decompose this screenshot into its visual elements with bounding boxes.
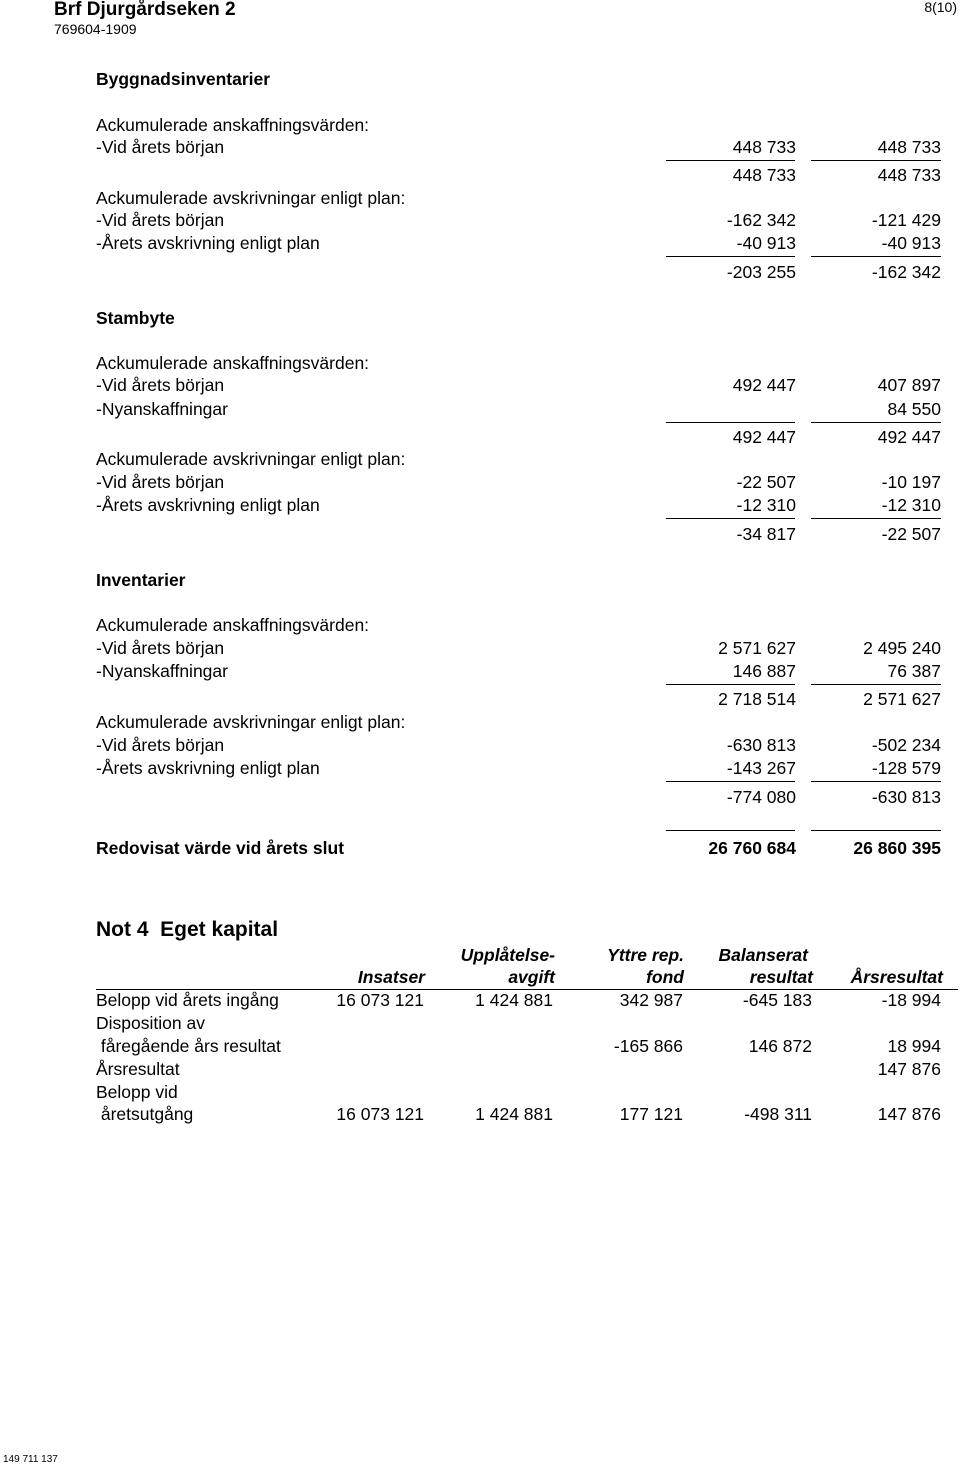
value-current-year: 448 733 <box>732 137 796 157</box>
row-label: -Vid årets början <box>96 638 225 658</box>
table-row-label: Belopp vid årets ingång <box>96 990 279 1010</box>
column-header-line1: Upplåtelse- <box>460 945 555 965</box>
table-row-label: fåregående års resultat <box>96 1036 281 1056</box>
anskaffningsvarden-label: Ackumulerade anskaffningsvärden: <box>96 353 370 373</box>
table-cell: 18 994 <box>887 1036 941 1056</box>
table-row-label: åretsutgång <box>96 1104 194 1124</box>
sum-line <box>666 518 795 519</box>
sum-line <box>811 781 941 782</box>
value-previous-year: -121 429 <box>871 210 941 230</box>
avskrivningar-label: Ackumulerade avskrivningar enligt plan: <box>96 449 406 469</box>
sum-line <box>666 422 795 423</box>
total-line <box>666 830 795 831</box>
note-4-title: Not 4 Eget kapital <box>96 918 279 941</box>
table-cell: 1 424 881 <box>475 990 553 1010</box>
table-cell: -498 311 <box>744 1104 812 1124</box>
sum-line <box>666 160 795 161</box>
column-header-line1: Yttre rep. <box>607 945 684 965</box>
table-cell: 1 424 881 <box>475 1104 553 1124</box>
row-label: -Nyanskaffningar <box>96 661 228 681</box>
value-current-year: -143 267 <box>726 758 796 778</box>
column-header-insatser: Insatser <box>357 967 425 987</box>
column-header-balanserat-resultat: resultat <box>749 967 813 987</box>
subtotal-current-year: 2 718 514 <box>718 689 796 709</box>
subtotal-previous-year: 492 447 <box>877 427 941 447</box>
redovisat-varde-previous: 26 860 395 <box>853 838 941 858</box>
value-current-year: -12 310 <box>736 495 796 515</box>
avskrivningar-label: Ackumulerade avskrivningar enligt plan: <box>96 188 406 208</box>
subtotal-previous-year: 2 571 627 <box>863 689 941 709</box>
column-header-arsresultat: Årsresultat <box>850 967 943 987</box>
avskrivningar-label: Ackumulerade avskrivningar enligt plan: <box>96 712 406 732</box>
section-title-byggnadsinventarier: Byggnadsinventarier <box>96 69 271 89</box>
column-header-upplatelseavgift: avgift <box>508 967 555 987</box>
value-previous-year: 2 495 240 <box>863 638 941 658</box>
sum-line <box>666 256 795 257</box>
row-label: -Årets avskrivning enligt plan <box>96 233 320 253</box>
column-header-yttre-rep-fond: fond <box>646 967 684 987</box>
table-cell: 16 073 121 <box>336 990 424 1010</box>
redovisat-varde-current: 26 760 684 <box>708 838 796 858</box>
org-number: 769604-1909 <box>54 21 137 37</box>
table-row-label: Årsresultat <box>96 1059 180 1079</box>
row-label: -Vid årets början <box>96 137 225 157</box>
subtotal-previous-year: 448 733 <box>877 165 941 185</box>
value-previous-year: 76 387 <box>887 661 941 681</box>
sum-line <box>666 684 795 685</box>
subtotal-current-year: 448 733 <box>732 165 796 185</box>
redovisat-varde-label: Redovisat värde vid årets slut <box>96 838 345 858</box>
anskaffningsvarden-label: Ackumulerade anskaffningsvärden: <box>96 115 370 135</box>
sum-line <box>811 256 941 257</box>
table-cell: -165 866 <box>613 1036 683 1056</box>
subtotal-current-year: -34 817 <box>736 524 796 544</box>
value-current-year: -162 342 <box>726 210 796 230</box>
org-name: Brf Djurgårdseken 2 <box>54 0 236 20</box>
subtotal-current-year: 492 447 <box>732 427 796 447</box>
value-previous-year: -40 913 <box>881 233 941 253</box>
table-cell: 16 073 121 <box>336 1104 424 1124</box>
subtotal-previous-year: -22 507 <box>881 524 941 544</box>
value-current-year: 492 447 <box>732 375 796 395</box>
value-current-year: -22 507 <box>736 472 796 492</box>
value-current-year: -630 813 <box>726 735 796 755</box>
section-title-inventarier: Inventarier <box>96 570 186 590</box>
value-previous-year: 84 550 <box>887 399 941 419</box>
row-label: -Nyanskaffningar <box>96 399 228 419</box>
sum-line <box>811 160 941 161</box>
row-label: -Årets avskrivning enligt plan <box>96 495 320 515</box>
value-previous-year: 448 733 <box>877 137 941 157</box>
value-previous-year: -12 310 <box>881 495 941 515</box>
sum-line <box>666 781 795 782</box>
column-header-line1: Balanserat <box>718 945 808 965</box>
sum-line <box>811 684 941 685</box>
table-cell: -645 183 <box>742 990 812 1010</box>
value-previous-year: -502 234 <box>871 735 941 755</box>
table-cell: 147 876 <box>877 1059 941 1079</box>
table-cell: -18 994 <box>881 990 941 1010</box>
value-current-year: -40 913 <box>736 233 796 253</box>
subtotal-previous-year: -630 813 <box>871 787 941 807</box>
table-row-label: Belopp vid <box>96 1082 178 1102</box>
value-previous-year: 407 897 <box>877 375 941 395</box>
value-current-year: 146 887 <box>732 661 796 681</box>
value-previous-year: -128 579 <box>871 758 941 778</box>
table-cell: 147 876 <box>877 1104 941 1124</box>
table-cell: 177 121 <box>619 1104 683 1124</box>
value-previous-year: -10 197 <box>881 472 941 492</box>
value-current-year: 2 571 627 <box>718 638 796 658</box>
row-label: -Årets avskrivning enligt plan <box>96 758 320 778</box>
subtotal-current-year: -203 255 <box>726 262 796 282</box>
anskaffningsvarden-label: Ackumulerade anskaffningsvärden: <box>96 615 370 635</box>
table-cell: 342 987 <box>619 990 683 1010</box>
row-label: -Vid årets början <box>96 472 225 492</box>
page-number: 8(10) <box>924 0 957 15</box>
footer-code: 149 711 137 <box>3 1454 58 1465</box>
row-label: -Vid årets början <box>96 210 225 230</box>
section-title-stambyte: Stambyte <box>96 308 175 328</box>
table-row-label: Disposition av <box>96 1013 205 1033</box>
sum-line <box>811 518 941 519</box>
table-cell: 146 872 <box>748 1036 812 1056</box>
subtotal-current-year: -774 080 <box>726 787 796 807</box>
subtotal-previous-year: -162 342 <box>871 262 941 282</box>
sum-line <box>811 422 941 423</box>
total-line <box>811 830 941 831</box>
row-label: -Vid årets början <box>96 735 225 755</box>
row-label: -Vid årets början <box>96 375 225 395</box>
